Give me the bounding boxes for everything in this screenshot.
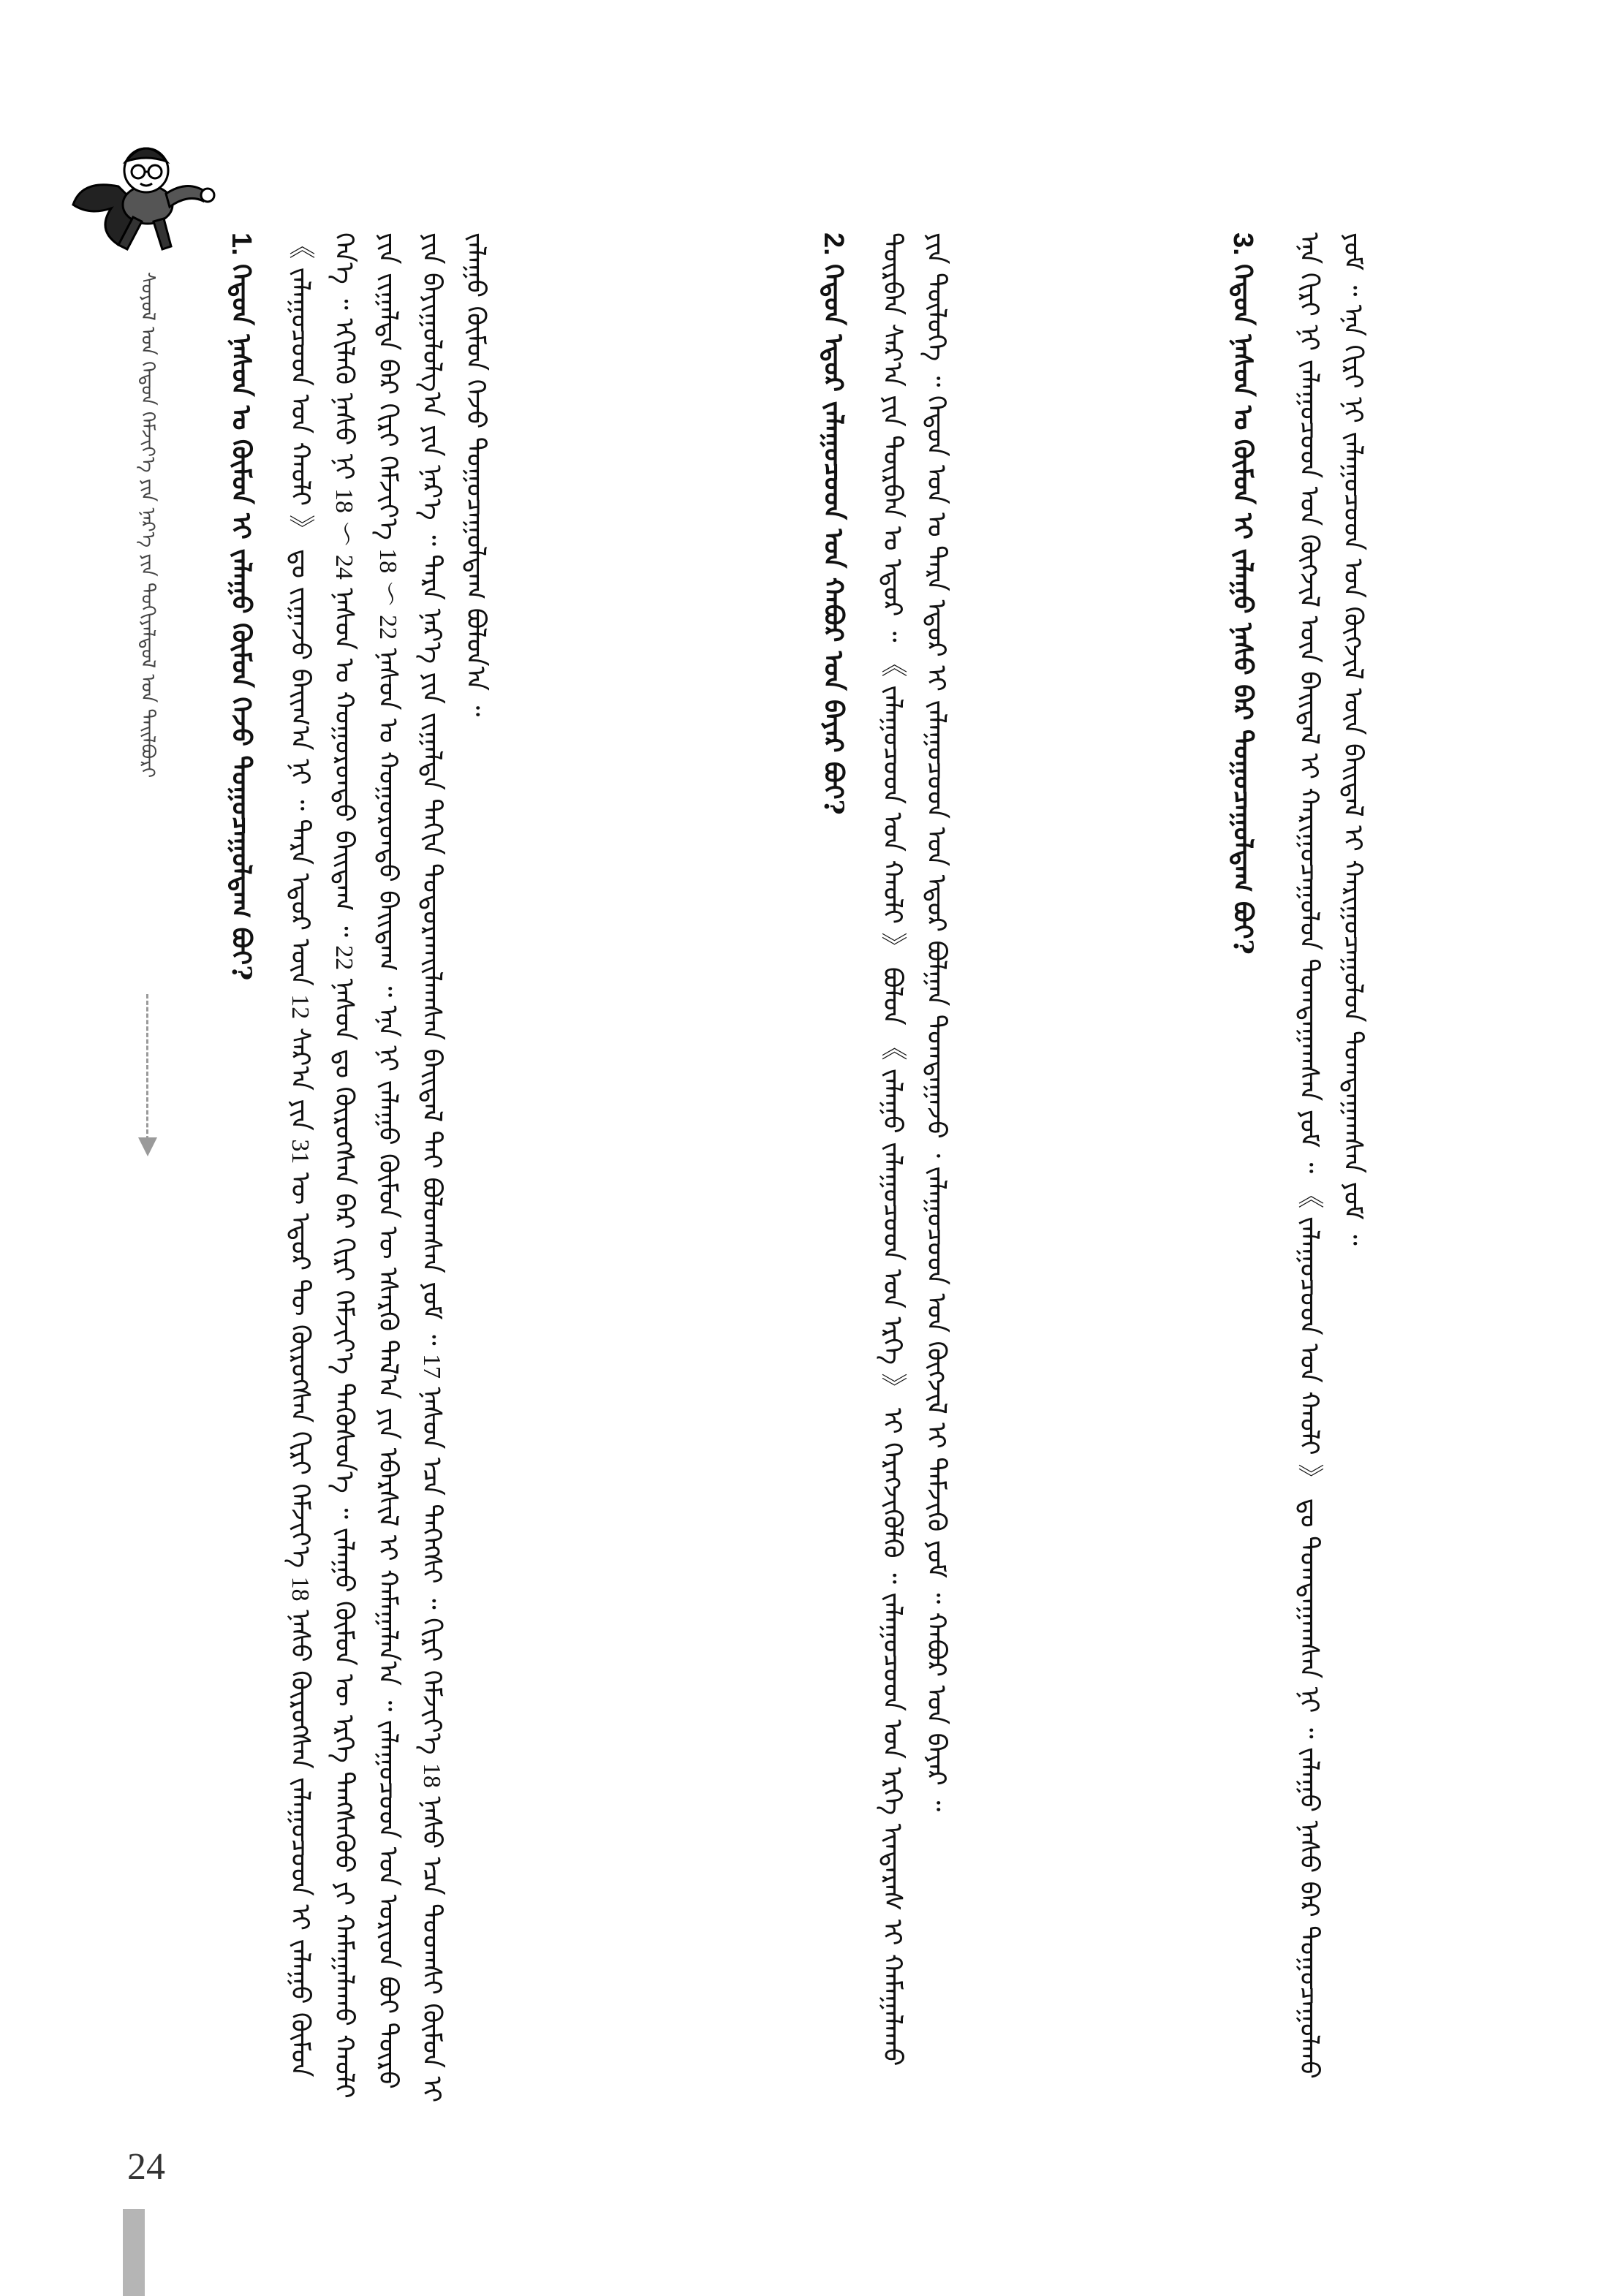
answer-3-line-3: ᠡᠨᠡ ᠬᠢᠷᠢ ᠨᠢ ᠵᠠᠯᠠᠭᠤᠴᠤᠳ ᠤᠨ ᠬᠥᠭᠵᠢᠯ ᠦᠨ ᠪᠠᠢᠳᠠᠯ ᠢ ᠬᠠᠷᠢᠭᠤᠴᠠᠭᠤᠯᠤᠨ ᠲᠣᠭᠲᠠᠭᠠᠭᠰᠠᠨ ᠶᠤᠮ ᠃ xyxy=(1338,304,1368,1246)
answer-1-number-17: 17 xyxy=(418,1354,445,1379)
question-1-mark: ? xyxy=(226,965,257,981)
answer-1 xyxy=(278,232,687,2104)
answer-1-number-18b: 18 xyxy=(330,488,357,513)
answer-3 xyxy=(1287,232,1462,2104)
answer-1-seg-g: ᠨᠠᠰᠤᠨ ᠡᠴᠡ ᠳᠡᠭᠡᠭᠰᠢ ᠃ ᠬᠢᠷᠢ ᠬᠡᠮᠵᠢᠶ᠎ᠡ xyxy=(417,1387,447,1755)
question-2 xyxy=(812,232,863,2104)
question-1-number: 1. xyxy=(226,232,257,256)
answer-2 xyxy=(870,232,1089,2104)
question-1-text: ᠬᠡᠳᠦᠨ ᠨᠠᠰᠤᠨ ᠤ ᠬᠦᠮᠦᠨ ᠢ ᠵᠠᠯᠠᠭᠤ ᠬᠦᠮᠦᠨ ᠭᠡᠵᠦ ᠲᠣᠭᠤᠴᠠᠭᠤᠯᠳᠠᠭ ᠪᠤᠢ xyxy=(226,264,257,966)
question-1 xyxy=(219,232,270,2104)
question-2-text: ᠬᠡᠳᠦᠨ ᠡᠳᠦᠷ ᠵᠠᠯᠠᠭᠤᠴᠤᠳ ᠤᠨ ᠬᠠᠪᠤᠷ ᠤᠨ ᠪᠠᠶᠠᠷ ᠪᠤᠢ xyxy=(818,264,849,800)
answer-1-number-22: 22 xyxy=(330,945,357,971)
question-2-mark: ? xyxy=(818,799,849,815)
answer-1-line-1: 《 ᠵᠠᠯᠠᠭᠤᠴᠤᠳ ᠤᠨ ᠬᠠᠤᠯᠢ 》 ᠳᠤ ᠵᠢᠭᠠᠵᠤ ᠪᠠᠢᠭ᠎ᠠ ᠨᠢ ᠃ ᠲᠡᠷᠡ ᠡᠳᠦᠷ ᠦᠨ xyxy=(285,232,315,986)
answer-1-seg-a: ᠰᠠᠷ᠎ᠠ ᠶᠢᠨ xyxy=(285,1027,315,1131)
question-3 xyxy=(1221,232,1272,2104)
answer-2-line-2: 《 ᠵᠠᠯᠠᠭᠤᠴᠤᠳ ᠤᠨ ᠬᠠᠤᠯᠢ 》 ᠪᠣᠯᠤᠨ 《 ᠵᠠᠯᠠᠭᠤ ᠵᠠᠯᠠᠭᠤᠴᠤᠳ ᠤᠨ ᠡᠷᠬᠡ 》 ᠢ ᠬᠡᠷᠡᠭᠵᠢᠭᠦᠯᠬᠦ ᠃ ᠵᠠᠯᠠᠭᠤᠴᠤᠳ ᠤᠨ ᠡᠷᠬᠡ ᠢᠨᠲᠡᠷᠡᠰ ᠢ ᠬᠠᠮᠠᠭᠠᠯᠠᠬᠤ ᠶᠢᠨ ᠲᠥᠯᠥᠭᠡ ᠃ xyxy=(877,232,951,2066)
answer-1-number-24: 24 xyxy=(330,554,357,580)
answer-1-line-2: ᠵᠠᠯᠠᠭᠤ ᠬᠦᠮᠦᠨ ᠦ ᠡᠷᠬᠡ ᠲᠡᠩᠰᠡᠭᠦᠦ ᠶᠢ ᠬᠠᠮᠠᠭᠠᠯᠠᠬᠤ ᠬᠠᠤᠯᠢ ᠶᠢᠨ ᠵᠢᠭᠠᠯᠲᠠ ᠪᠠᠷ ᠬᠢᠷᠢ ᠬᠡᠮᠵᠢᠶ᠎ᠡ xyxy=(329,232,403,2099)
header-arrow-icon xyxy=(138,1137,157,1156)
answer-1-number-22b: 22 xyxy=(374,615,401,640)
answer-1-number-12: 12 xyxy=(287,994,314,1020)
answer-3-line-1: ᠡᠨᠡ ᠬᠢᠷᠢ ᠨᠢ ᠵᠠᠯᠠᠭᠤᠴᠤᠳ ᠤᠨ ᠬᠥᠭᠵᠢᠯ ᠦᠨ ᠪᠠᠢᠳᠠᠯ ᠢ ᠬᠠᠷᠢᠭᠤᠴᠠᠭᠤᠯᠤᠨ ᠲᠣᠭᠲᠠᠭᠠᠭᠰᠠᠨ ᠶᠤᠮ ᠃ xyxy=(1294,232,1324,1174)
answer-1-tilde: ～ xyxy=(330,521,357,547)
question-3-text: ᠬᠡᠳᠦᠨ ᠨᠠᠰᠤᠨ ᠤ ᠬᠦᠮᠦᠨ ᠢ ᠵᠠᠯᠠᠭᠤ ᠨᠠᠰᠤ ᠪᠠᠷ ᠲᠣᠭᠤᠴᠠᠭᠤᠯᠳᠠᠭ ᠪᠤᠢ xyxy=(1227,264,1258,939)
answer-3-line-2: 《 ᠵᠠᠯᠠᠭᠤᠴᠤᠳ ᠤᠨ ᠬᠠᠤᠯᠢ 》 ᠳᠤ ᠲᠣᠭᠲᠠᠭᠠᠭᠰᠠᠨ ᠨᠢ ᠃ ᠵᠠᠯᠠᠭᠤ ᠨᠠᠰᠤ ᠪᠠᠷ ᠲᠣᠭᠤᠴᠠᠭᠤᠯᠬᠤ ᠶᠤᠮ ᠃ xyxy=(1294,232,1368,2079)
answer-1-seg-b: ᠦ ᠡᠳᠦᠷ ᠲᠦ ᠬᠦᠷᠦᠭᠰᠡᠨ ᠬᠢᠷᠢ ᠬᠡᠮᠵᠢᠶ᠎ᠡ xyxy=(285,1172,315,1569)
mascot-illustration xyxy=(67,135,221,256)
question-3-mark: ? xyxy=(1227,939,1258,955)
answer-1-seg-h: ᠨᠠᠰᠤ ᠡᠴᠡ ᠳᠣᠣᠭᠰᠢ ᠬᠦᠮᠦᠨ ᠢ ᠵᠠᠯᠠᠭᠤ ᠬᠦᠮᠦᠨ ᠭᠡᠵᠦ ᠲᠣᠭᠤᠴᠠᠭᠤᠯᠳᠠᠭ ᠪᠣᠯᠤᠨ᠎ᠠ ᠃ xyxy=(417,232,491,2103)
question-3-number: 3. xyxy=(1227,232,1258,256)
answer-1-line-3: ᠵᠠᠯᠠᠭᠤᠴᠤᠳ ᠤᠨ ᠤᠷᠢᠳ ᠪᠤᠢ ᠲᠦᠷᠦ ᠶᠢᠨ ᠪᠠᠶᠢᠭᠤᠯᠤᠯᠭ᠎ᠠ ᠶᠢᠨ ᠨᠡᠷ᠎ᠡ ᠃ ᠲᠡᠷᠡ ᠨᠡᠷ᠎ᠡ ᠶᠢᠨ ᠵᠢᠭᠠᠯᠲᠠ ᠳᠠᠬᠢᠨ ᠲᠣᠳᠣᠷᠬᠠᠢᠯᠠᠭᠰᠠᠨ ᠪᠠᠢᠳᠠᠯ ᠲᠠᠢ ᠪᠣᠯᠤᠭᠰᠠᠨ ᠶᠤᠮ ᠃ xyxy=(373,232,447,2089)
answer-1-tilde-2: ～ xyxy=(374,581,401,607)
answer-1-number-31: 31 xyxy=(287,1139,314,1164)
answer-1-number-18c: 18 xyxy=(374,548,401,574)
running-header-text: ᠰᠣᠶᠣᠯ ᠤᠨ ᠬᠡᠳᠦᠨ ᠬᠡᠮᠵᠢᠶ᠎ᠡ ᠶᠢᠨ ᠨᠡᠷ᠎ᠡ ᠶᠢᠨ ᠲᠣᠬᠢᠶᠠᠯᠳᠤᠯ ᠤᠨ ᠲᠠᠢᠯᠪᠤᠷᠢ xyxy=(137,272,159,778)
page-edge-bar xyxy=(123,2209,145,2296)
answer-2-line-1: ᠳᠥᠷᠪᠡᠨ ᠰᠠᠷ᠎ᠠ ᠶᠢᠨ ᠳᠥᠷᠪᠡᠨ ᠤ ᠡᠳᠦᠷ ᠃ xyxy=(877,232,907,643)
answer-1-number-18d: 18 xyxy=(418,1762,445,1788)
answer-1-seg-f: ᠨᠠᠰᠤᠨ ᠤ ᠬᠣᠭᠣᠷᠣᠨᠳᠣ ᠪᠠᠢᠳᠠᠭ ᠃ ᠡᠨᠡ ᠨᠢ ᠵᠠᠯᠠᠭᠤ ᠬᠦᠮᠦᠨ ᠦ ᠡᠰᠡᠷᠭᠦ ᠲᠠᠯ᠎ᠠ ᠶᠢᠨ ᠡᠪᠡᠷᠰᠢᠯ ᠢ ᠬᠠᠮᠠᠭᠠᠯᠠᠨ᠎ᠠ ᠃ xyxy=(373,648,403,1712)
page-number: 24 xyxy=(127,2146,165,2188)
answer-2-line-3: ᠬᠡᠳᠦᠨ ᠣᠨ ᠤ ᠲᠡᠷᠡ ᠡᠳᠦᠷ ᠢ ᠵᠠᠯᠠᠭᠤᠴᠤᠳ ᠤᠨ ᠡᠳᠦᠷ ᠪᠣᠯᠭᠠᠨ ᠲᠣᠭᠲᠠᠭᠠᠵᠤ ᠂ ᠵᠠᠯᠠᠭᠤᠴᠤᠳ ᠤᠨ ᠬᠥᠭᠵᠢᠯ ᠢ ᠳᠡᠮᠵᠢᠬᠦ ᠶᠤᠮ ᠃ xyxy=(921,395,951,1604)
answer-1-number-18: 18 xyxy=(287,1576,314,1602)
question-2-number: 2. xyxy=(818,232,849,256)
answer-2-line-4: ᠬᠠᠪᠤᠷ ᠤᠨ ᠪᠠᠶᠠᠷ ᠃ xyxy=(921,1612,951,1812)
answer-1-seg-e: ᠨᠠᠰᠤᠨ ᠳᠤ ᠬᠦᠷᠦᠭᠰᠡᠨ ᠪᠡᠷ ᠬᠢᠷᠢ ᠬᠡᠮᠵᠢᠶ᠎ᠡ ᠲᠡᠭᠦᠰᠦᠨ᠎ᠡ ᠃ xyxy=(329,978,359,1519)
answer-1-seg-d: ᠨᠠᠰᠤᠨ ᠤ ᠬᠣᠭᠣᠷᠣᠨᠳᠣ ᠪᠠᠢᠳᠠᠭ ᠃ xyxy=(329,588,359,937)
header-dashed-line xyxy=(146,994,148,1140)
answer-1-seg-c: ᠨᠠᠰᠤ ᠬᠦᠷᠦᠭᠰᠡᠨ ᠵᠠᠯᠠᠭᠤᠴᠤᠳ ᠢ ᠵᠠᠯᠠᠭᠤ ᠬᠦᠮᠦᠨ ᠭᠡᠨ᠎ᠡ ᠃ ᠡᠬᠢᠯᠡᠬᠦ ᠨᠠᠰᠤ ᠨᠢ xyxy=(285,232,359,2077)
